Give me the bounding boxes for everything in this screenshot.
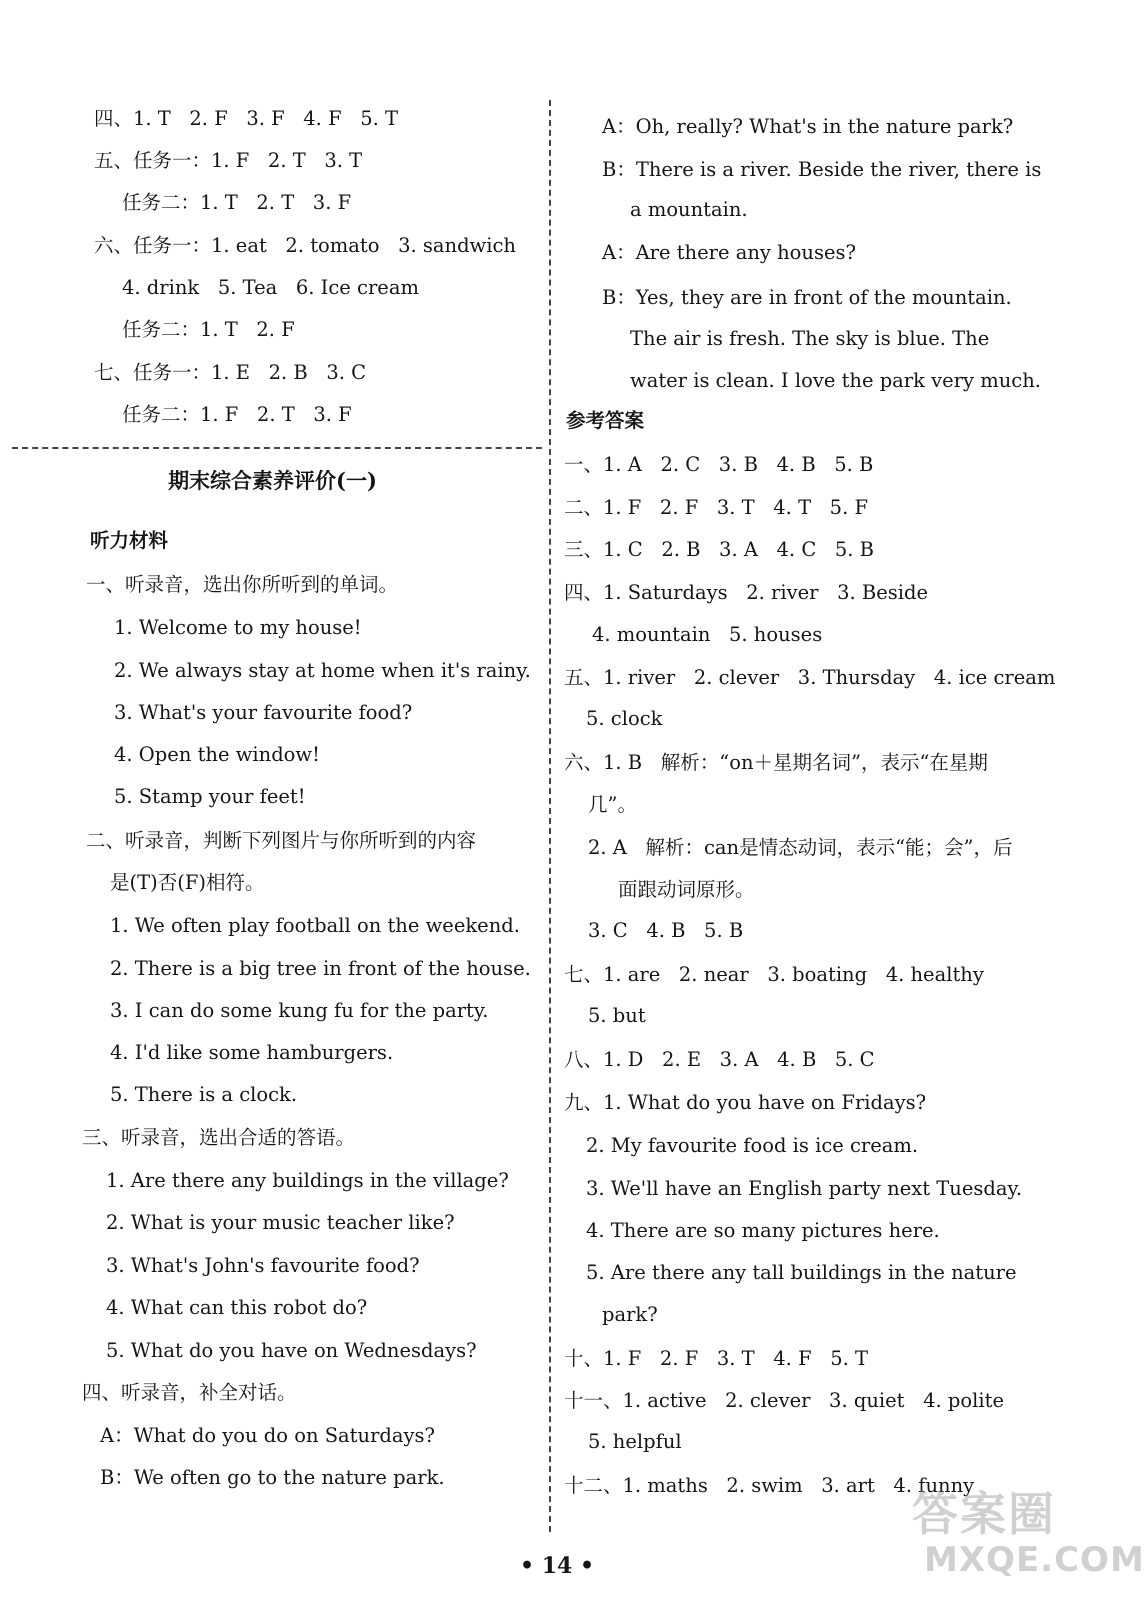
listening-line: 2. We always stay at home when it's rainy. xyxy=(114,659,531,682)
answer-line: 3. C 4. B 5. B xyxy=(588,919,744,942)
answer-line: 任务二：1. F 2. T 3. F xyxy=(122,403,352,426)
answer-line: 六、1. B 解析：“on＋星期名词”，表示“在星期 xyxy=(564,751,988,774)
listening-line: 1. We often play football on the weekend. xyxy=(110,914,520,937)
answer-line: 任务二：1. T 2. F xyxy=(122,318,295,341)
listening-line: 1. Welcome to my house! xyxy=(114,616,362,639)
dialogue-line: A：Oh, really? What's in the nature park? xyxy=(602,115,1014,138)
answer-line: 三、1. C 2. B 3. A 4. C 5. B xyxy=(564,538,874,561)
question-heading: 三、听录音，选出合适的答语。 xyxy=(82,1126,356,1149)
listening-line: 1. Are there any buildings in the village? xyxy=(106,1169,509,1192)
dialogue-line: A：Are there any houses? xyxy=(602,241,856,264)
section-title: 期末综合素养评价(一) xyxy=(168,468,377,493)
answer-line: 任务二：1. T 2. T 3. F xyxy=(122,191,352,214)
question-heading: 是(T)否(F)相符。 xyxy=(110,871,265,894)
section-divider xyxy=(12,447,542,449)
answer-line: 面跟动词原形。 xyxy=(618,878,755,901)
answer-line: 4. mountain 5. houses xyxy=(592,623,823,646)
answer-line: 四、1. Saturdays 2. river 3. Beside xyxy=(564,581,929,604)
answer-line: 十二、1. maths 2. swim 3. art 4. funny xyxy=(564,1474,975,1497)
answer-line: 5. helpful xyxy=(588,1430,682,1453)
listening-label: 听力材料 xyxy=(90,529,169,552)
answer-line: 4. There are so many pictures here. xyxy=(586,1219,940,1242)
answer-line: 2. My favourite food is ice cream. xyxy=(586,1134,919,1157)
listening-line: 4. Open the window! xyxy=(114,743,320,766)
answer-line: 八、1. D 2. E 3. A 4. B 5. C xyxy=(564,1048,875,1071)
dialogue-line: A：What do you do on Saturdays? xyxy=(100,1424,435,1447)
listening-line: 4. What can this robot do? xyxy=(106,1296,368,1319)
listening-line: 5. Stamp your feet! xyxy=(114,785,306,808)
question-heading: 一、听录音，选出你所听到的单词。 xyxy=(86,573,399,596)
answer-line: 3. We'll have an English party next Tuesday. xyxy=(586,1177,1023,1200)
column-divider xyxy=(549,100,551,1532)
answer-line: 4. drink 5. Tea 6. Ice cream xyxy=(122,276,419,299)
answer-line: 五、1. river 2. clever 3. Thursday 4. ice cream xyxy=(564,666,1056,689)
answer-line: park? xyxy=(602,1303,658,1326)
dialogue-line: a mountain. xyxy=(630,198,748,221)
answer-line: 二、1. F 2. F 3. T 4. T 5. F xyxy=(564,496,869,519)
watermark-logo xyxy=(912,1478,1145,1600)
answer-line: 十、1. F 2. F 3. T 4. F 5. T xyxy=(564,1347,869,1370)
listening-line: 2. There is a big tree in front of the house. xyxy=(110,957,531,980)
answer-line: 七、任务一：1. E 2. B 3. C xyxy=(94,361,367,384)
listening-line: 5. What do you have on Wednesdays? xyxy=(106,1339,477,1362)
answer-line: 六、任务一：1. eat 2. tomato 3. sandwich xyxy=(94,234,516,257)
dialogue-line: The air is fresh. The sky is blue. The xyxy=(630,327,990,350)
answer-line: 十一、1. active 2. clever 3. quiet 4. polite xyxy=(564,1389,1004,1412)
answer-line: 一、1. A 2. C 3. B 4. B 5. B xyxy=(564,453,874,476)
listening-line: 5. There is a clock. xyxy=(110,1083,298,1106)
answer-line: 七、1. are 2. near 3. boating 4. healthy xyxy=(564,963,984,986)
page-number: • 14 • xyxy=(519,1553,595,1579)
answers-label: 参考答案 xyxy=(566,409,645,432)
dialogue-line: B：Yes, they are in front of the mountain. xyxy=(602,286,1012,309)
listening-line: 3. What's your favourite food? xyxy=(114,701,413,724)
listening-line: 4. I'd like some hamburgers. xyxy=(110,1041,394,1064)
answer-line: 5. clock xyxy=(586,707,663,730)
dialogue-line: water is clean. I love the park very much. xyxy=(630,369,1041,392)
answer-line: 5. but xyxy=(588,1004,646,1027)
answer-line: 2. A 解析：can是情态动词，表示“能；会”，后 xyxy=(588,836,1013,859)
watermark-site-text: MXQE.COM xyxy=(924,1540,1145,1580)
question-heading: 四、听录音，补全对话。 xyxy=(82,1381,297,1404)
listening-line: 3. What's John's favourite food? xyxy=(106,1254,420,1277)
answer-line: 几”。 xyxy=(588,793,637,816)
answer-line: 5. Are there any tall buildings in the nature xyxy=(586,1261,1017,1284)
dialogue-line: B：We often go to the nature park. xyxy=(100,1466,445,1489)
listening-line: 3. I can do some kung fu for the party. xyxy=(110,999,489,1022)
listening-line: 2. What is your music teacher like? xyxy=(106,1211,455,1234)
answer-line: 九、1. What do you have on Fridays? xyxy=(564,1091,927,1114)
dialogue-line: B：There is a river. Beside the river, there is xyxy=(602,158,1042,181)
watermark-logo-text: 答案圈 xyxy=(912,1487,1056,1541)
answer-line: 四、1. T 2. F 3. F 4. F 5. T xyxy=(94,107,399,130)
question-heading: 二、听录音，判断下列图片与你所听到的内容 xyxy=(86,829,477,852)
answer-line: 五、任务一：1. F 2. T 3. T xyxy=(94,149,363,172)
